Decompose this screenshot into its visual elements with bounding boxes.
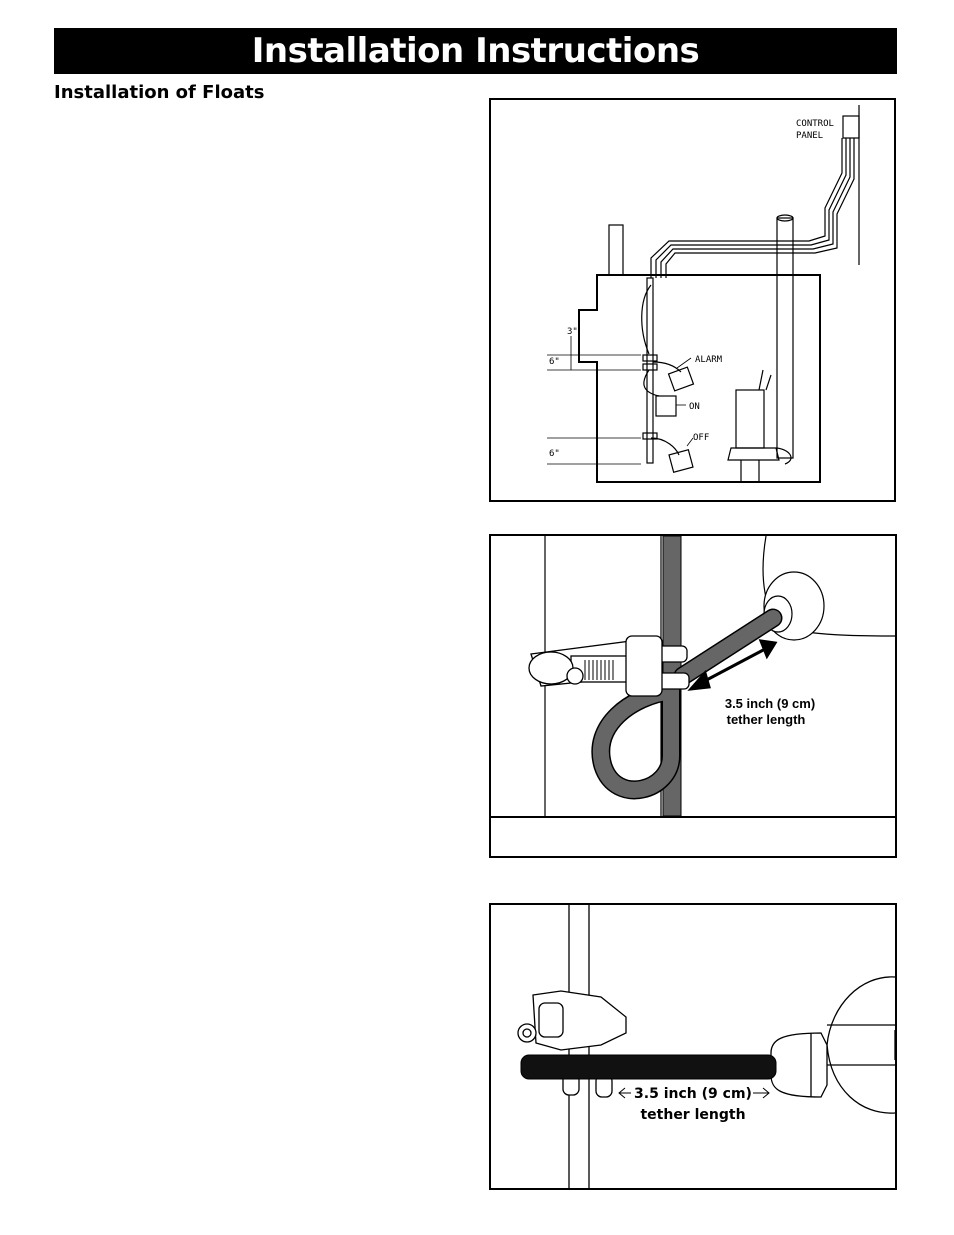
discharge-pipe bbox=[777, 218, 793, 458]
off-label: OFF bbox=[693, 433, 710, 443]
dimension-3-in: 3" bbox=[567, 327, 578, 337]
alarm-float bbox=[669, 367, 694, 391]
control-panel-label-1: CONTROL bbox=[796, 119, 834, 129]
tether-length-label-1: 3.5 inch (9 cm) bbox=[634, 1086, 752, 1102]
pump bbox=[728, 370, 791, 482]
title-bar bbox=[54, 28, 897, 74]
section-heading: Installation of Floats bbox=[54, 82, 265, 103]
tether-length-label-1: 3.5 inch (9 cm) bbox=[724, 696, 816, 711]
tether-length-label-2: tether length bbox=[640, 1107, 746, 1123]
tether-clip-diagram bbox=[489, 903, 897, 1190]
dimension-6-in-bottom: 6" bbox=[549, 449, 560, 459]
basin-outline bbox=[579, 275, 820, 482]
float-body bbox=[827, 977, 895, 1113]
control-panel-label-2: PANEL bbox=[796, 131, 824, 141]
vent-pipe bbox=[609, 225, 623, 275]
basin-float-diagram bbox=[489, 98, 896, 502]
clip-screw bbox=[518, 1024, 536, 1042]
on-float bbox=[656, 396, 676, 416]
dimension-6-in-top: 6" bbox=[549, 357, 560, 367]
tether-clamp-drawing bbox=[491, 536, 895, 816]
clamp-screw bbox=[529, 652, 573, 684]
control-panel-box bbox=[843, 116, 859, 138]
basin-float-drawing bbox=[491, 100, 894, 500]
page-title: Installation Instructions bbox=[251, 31, 700, 71]
alarm-label: ALARM bbox=[695, 355, 723, 365]
float-cable bbox=[521, 1055, 776, 1079]
tether-clamp-diagram bbox=[489, 534, 897, 858]
tether-clip-drawing bbox=[491, 905, 895, 1188]
off-float bbox=[669, 450, 693, 473]
on-label: ON bbox=[689, 402, 700, 412]
caption-strip bbox=[491, 816, 895, 858]
tether-length-label-2: tether length bbox=[726, 712, 806, 727]
